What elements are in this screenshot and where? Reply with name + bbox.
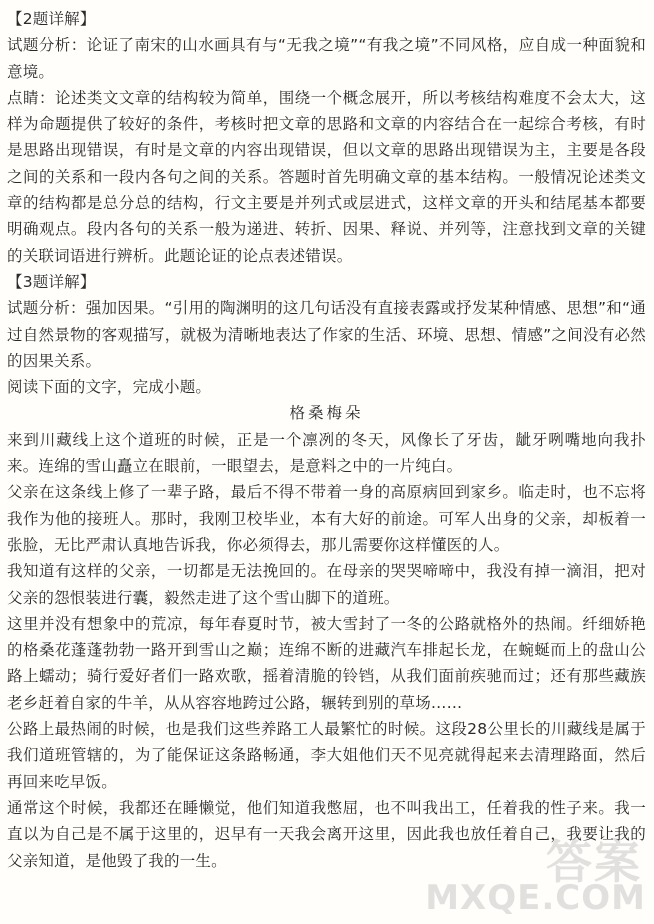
essay-title: 格桑梅朵 [289,404,364,423]
analysis-paragraph-q2: 试题分析：论证了南宋的山水画具有与“无我之境”“有我之境”不同风格，应自成一种面貌和意境。 [7,36,646,81]
analysis-paragraph-q3: 试题分析：强加因果。“引用的陶渊明的这几句话没有直接表露或抒发某种情感、思想”和“通过自然景物的客观描写，就极为清晰地表达了作家的生活、环境、思想、情感”之间没有必然的因果关系。 [7,299,646,370]
essay-paragraph: 公路上最热闹的时候，也是我们这些养路工人最繁忙的时候。这段28公里长的川藏线是属于我们道班管辖的，为了能保证这条路畅通，李大姐他们天不见亮就得起来去清理路面，然后再回来吃早饭。 [7,720,646,791]
reading-instruction: 阅读下面的文字，完成小题。 [7,378,212,397]
watermark-top-text: 答案 [546,835,642,889]
essay-paragraph: 父亲在这条线上修了一辈子路，最后不得不带着一身的高原病回到家乡。临走时，也不忘将我作为他的接班人。那时，我刚卫校毕业，本有大好的前途。可军人出身的父亲，却板着一张脸，无比严肃认真地告诉我，你必须得去，那儿需要你这样懂医的人。 [7,483,646,554]
watermark-bottom-text: MXQE.COM [425,878,646,918]
essay-paragraph: 这里并没有想象中的荒凉，每年春夏时节，被大雪封了一冬的公路就格外的热闹。纤细娇艳的格桑花蓬蓬勃勃一路开到雪山之巅；连绵不断的进藏汽车排起长龙，在蜿蜒而上的盘山公路上蠕动；骑行爱好者们一路欢歌，摇着清脆的铃铛，从我们面前疾驰而过；还有那些藏族老乡赶着自家的牛羊，从从容容地跨过公路，辗转到别的草场…… [7,614,646,712]
tip-paragraph: 点睛：论述类文文章的结构较为简单，围绕一个概念展开，所以考核结构难度不会太大，这样为命题提供了较好的条件，考核时把文章的思路和文章的内容结合在一起综合考核，有时是思路出现错误，有时是文章的内容出现错误，但以文章的思路出现错误为主，主要是各段之间的关系和一段内各句之间的关系。答题时首先明确文章的基本结构。一般情况论述类文章的结构都是总分总的结构，行文主要是并列式或层进式，这样文章的开头和结尾基本都要明确观点。段内各句的关系一般为递进、转折、因果、释说、并列等，注意找到文章的关键的关联词语进行辨析。此题论证的论点表述错误。 [7,88,646,265]
essay-paragraph: 我知道有这样的父亲，一切都是无法挽回的。在母亲的哭哭啼啼中，我没有掉一滴泪，把对父亲的怨恨装进行囊，毅然走进了这个雪山脚下的道班。 [7,562,646,607]
essay-paragraph: 通常这个时候，我都还在睡懒觉，他们知道我憋屈，也不叫我出工，任着我的性子来。我一直以为自己是不属于这里的，迟早有一天我会离开这里，因此我也放任着自己，我要让我的父亲知道，是他毁了我的一生。 [7,798,646,870]
section-heading-q2: 【2题详解】 [7,10,96,28]
essay-paragraph: 来到川藏线上这个道班的时候，正是一个凛冽的冬天，风像长了牙齿，龇牙咧嘴地向我扑来。连绵的雪山矗立在眼前，一眼望去，是意料之中的一片纯白。 [7,430,646,476]
section-heading-q3: 【3题详解】 [7,272,96,291]
